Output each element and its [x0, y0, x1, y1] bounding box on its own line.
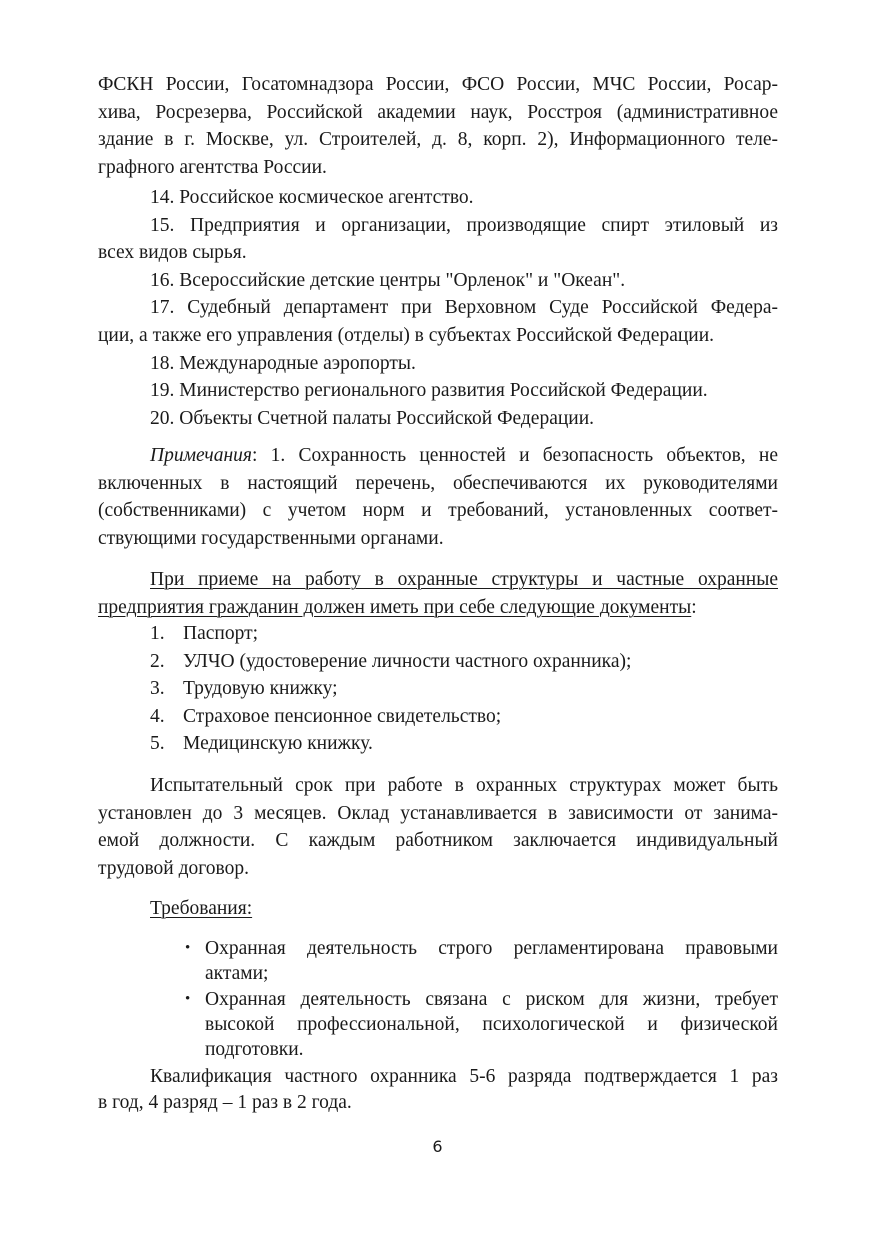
text-line: емой должности. С каждым работником заключается индивидуальный [98, 830, 778, 852]
page-number: 6 [432, 1137, 443, 1156]
text-line: установлен до 3 месяцев. Оклад устанавливается в зависимости от занима- [98, 802, 778, 824]
text-line: Примечания: 1. Сохранность ценностей и безопасность объектов, не [150, 445, 778, 466]
list-item: 5. Медицинскую книжку. [150, 733, 373, 755]
text-line: включенных в настоящий перечень, обеспечиваются их руководителями [98, 472, 778, 494]
numbered-list-objects [98, 184, 778, 432]
list-item: 3. Трудовую книжку; [150, 678, 338, 700]
text-line: Квалификация частного охранника 5-6 разряда подтверждается 1 раз [150, 1066, 778, 1087]
bullet-icon: • [185, 991, 191, 1007]
requirements-title: Требования: [150, 898, 253, 919]
text-line: Охранная деятельность связана с риском для жизни, требует [205, 989, 778, 1010]
paragraph-agencies-continued [98, 71, 778, 181]
documents-list [98, 620, 778, 758]
text-line: Охранная деятельность строго регламентирована правовыми [205, 938, 778, 959]
bullet-icon: • [185, 940, 191, 956]
text-line: в год, 4 разряд – 1 раз в 2 года. [98, 1092, 352, 1113]
requirement-bullet-2 [185, 987, 778, 1062]
text-line: ствующими государственными органами. [98, 527, 444, 549]
text-line: актами; [205, 963, 269, 984]
text-line: подготовки. [205, 1039, 304, 1060]
list-item-20: 20. Объекты Счетной палаты Российской Федерации. [150, 407, 595, 429]
notes-paragraph [98, 442, 778, 552]
list-item: 2. УЛЧО (удостоверение личности частного охранника); [150, 650, 632, 672]
text-line: Испытательный срок при работе в охранных структурах может быть [150, 775, 778, 796]
requirement-bullet-1 [185, 936, 778, 986]
requirements-heading [98, 895, 778, 923]
list-item-15: 15. Предприятия и организации, производящие спирт этиловый из [150, 214, 778, 236]
probation-paragraph [98, 772, 778, 882]
text-line: хива, Росрезерва, Российской академии наук, Росстроя (административное [98, 101, 778, 123]
notes-label: Примечания [150, 445, 252, 466]
text-line: здание в г. Москве, ул. Строителей, д. 8, корп. 2), Информационного теле- [98, 129, 778, 151]
text-line: трудовой договор. [98, 857, 249, 879]
list-item: 4. Страховое пенсионное свидетельство; [150, 705, 502, 727]
qualification-paragraph [98, 1064, 778, 1116]
list-item: 1. Паспорт; [150, 623, 259, 644]
list-item-19: 19. Министерство регионального развития Российской Федерации. [150, 380, 708, 402]
list-item-18: 18. Международные аэропорты. [150, 352, 416, 374]
list-item-17-cont: ции, а также его управления (отделы) в субъектах Российской Федерации. [98, 324, 715, 346]
text-line: графного агентства России. [98, 156, 327, 178]
list-item-17: 17. Судебный департамент при Верховном Суде Российской Федера- [150, 297, 778, 319]
text-line: (собственниками) с учетом норм и требований, установленных соответ- [98, 500, 778, 522]
text-line: При приеме на работу в охранные структуры и частные охранные [150, 569, 778, 590]
list-item-14: 14. Российское космическое агентство. [150, 187, 474, 208]
list-item-16: 16. Всероссийские детские центры "Орленок" и "Океан". [150, 269, 626, 291]
text-line: ФСКН России, Госатомнадзора России, ФСО России, МЧС России, Росар- [98, 74, 778, 95]
hiring-intro [98, 566, 778, 621]
text-line: предприятия гражданин должен иметь при себе следующие документы: [98, 596, 697, 618]
list-item-15-cont: всех видов сырья. [98, 242, 247, 264]
text-line: высокой профессиональной, психологической и физической [205, 1014, 778, 1035]
